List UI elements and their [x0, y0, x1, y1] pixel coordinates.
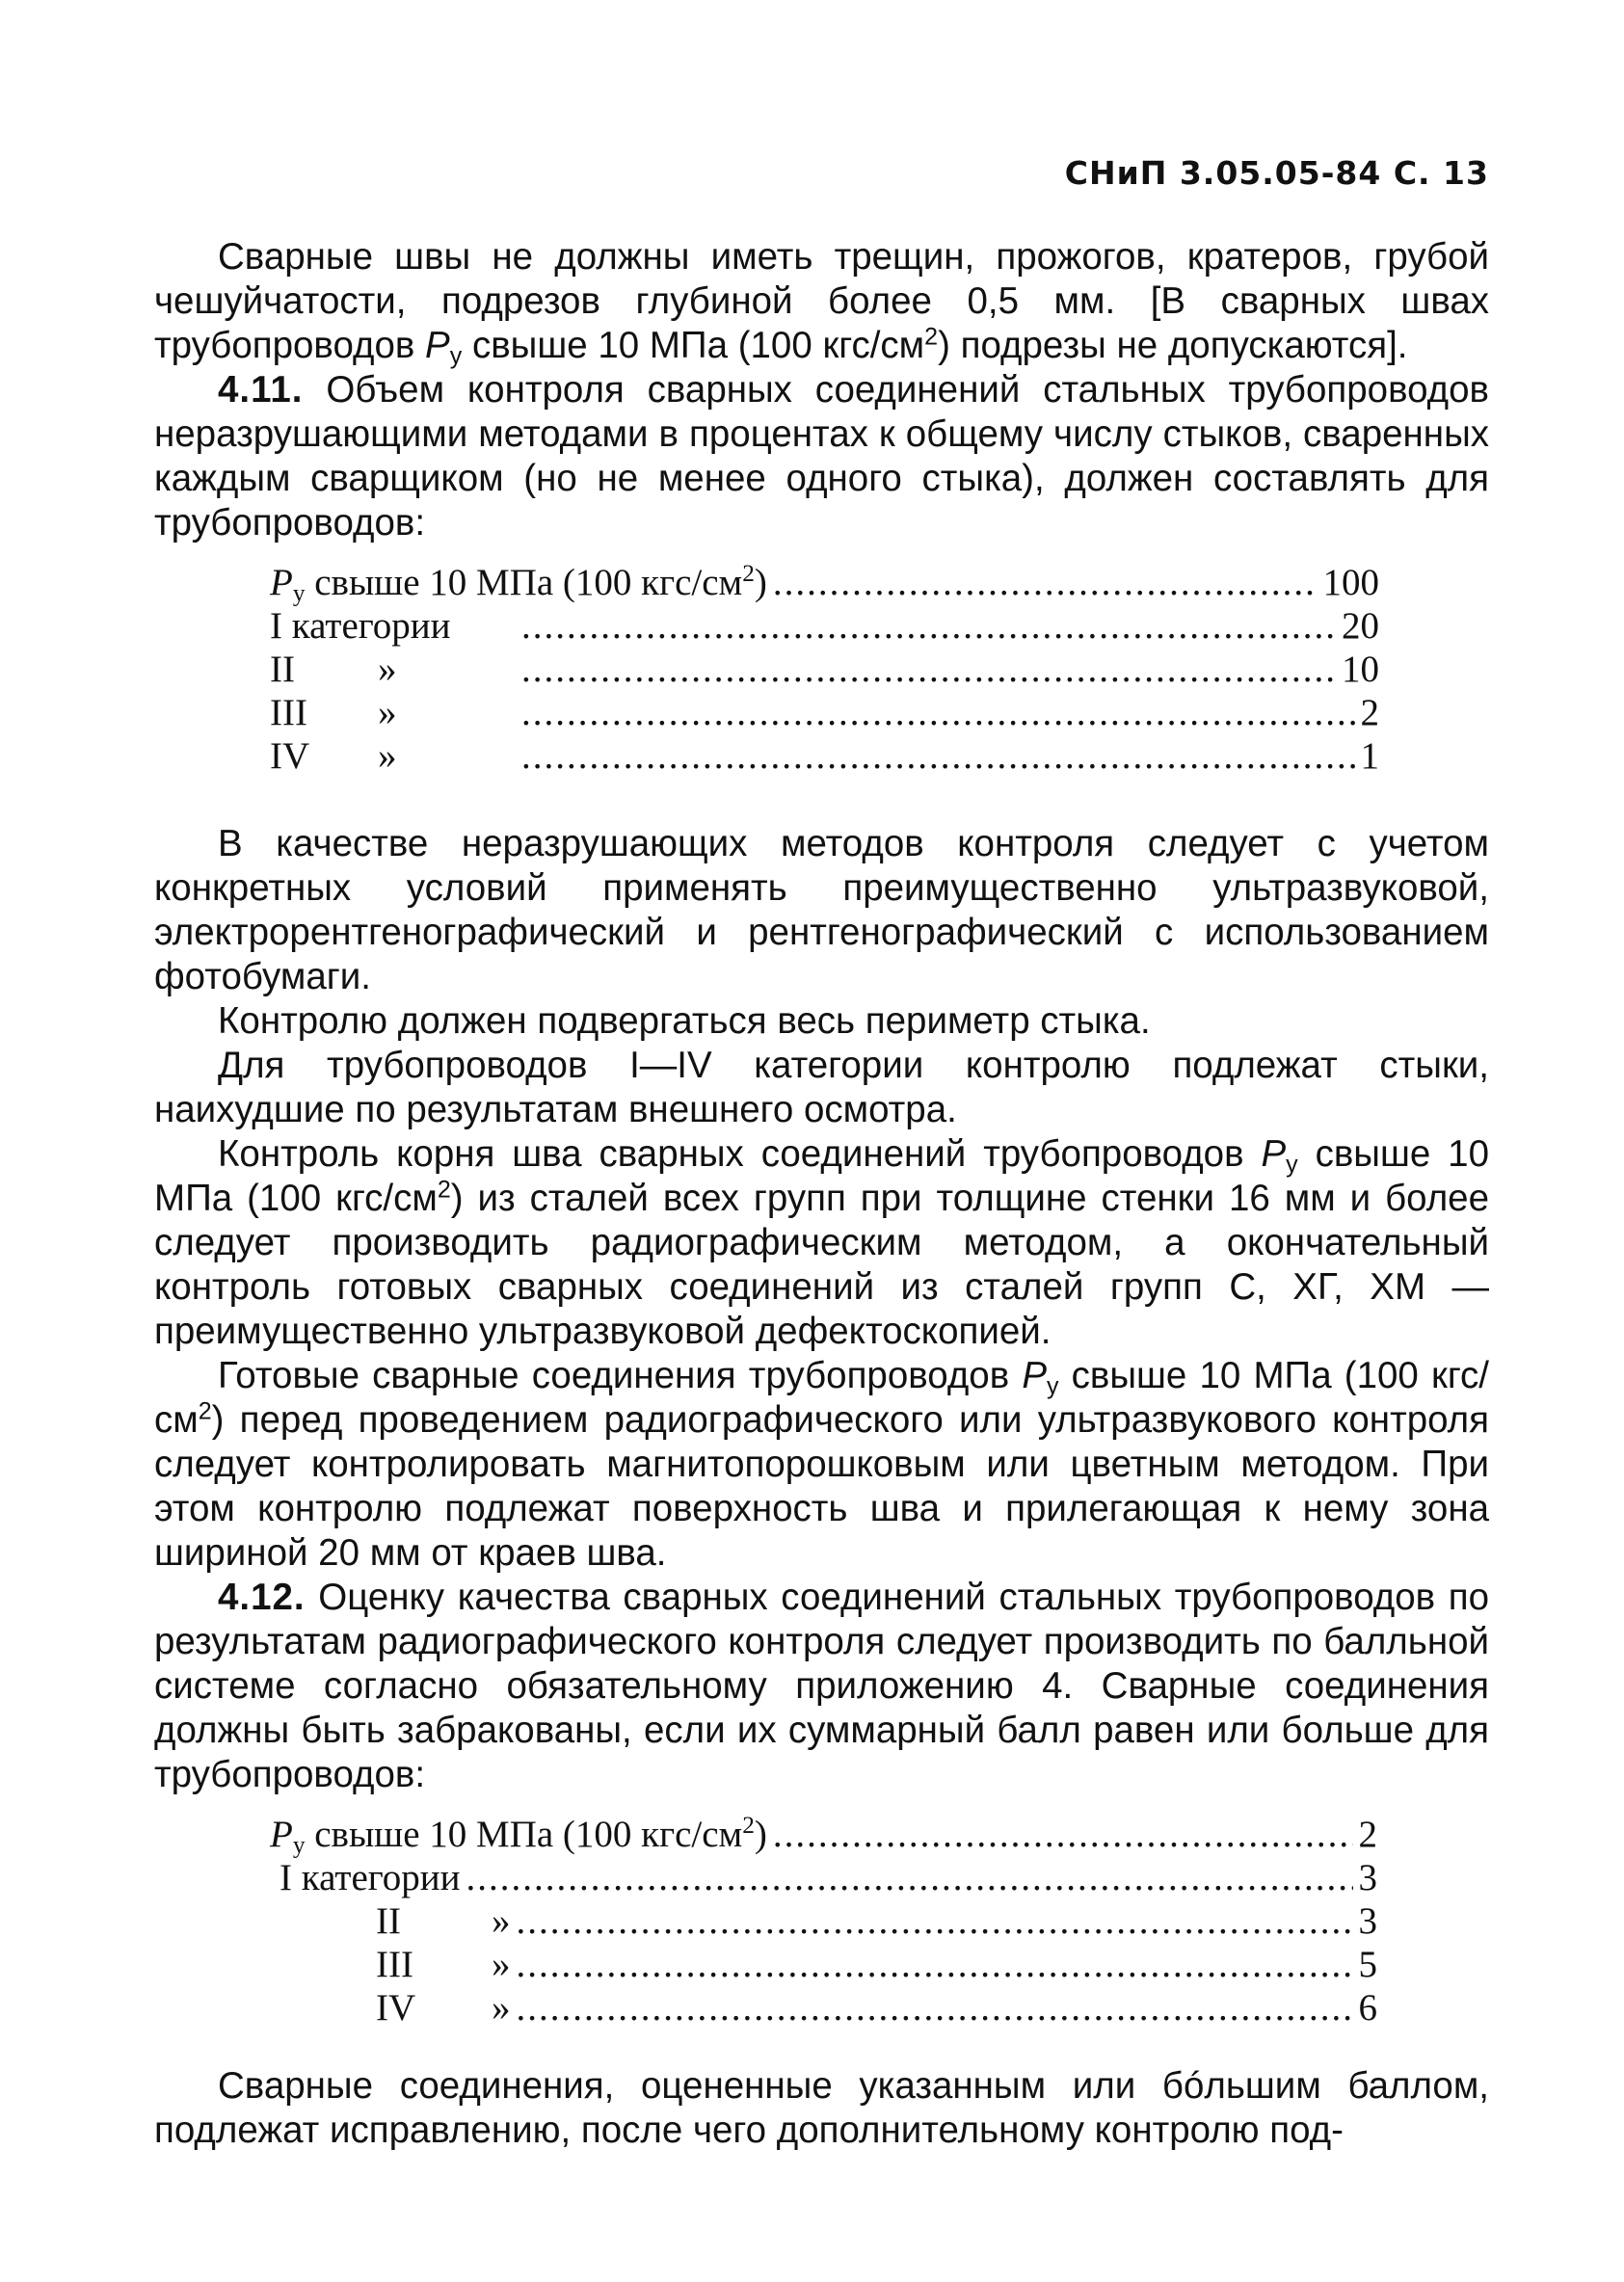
list-item	[270, 604, 1379, 648]
document-page	[154, 154, 1489, 2153]
list-item	[270, 560, 1379, 607]
dot-leader	[466, 1856, 1353, 1900]
intro-text: Сварные швы не должны иметь трещин, прожогов, кратеров, грубой чешуйчатости, подрезов глубиной более 0,5 мм. [В сварных швах трубопроводов	[154, 236, 1489, 366]
section-text: Объем контроля сварных соединений стальных трубопроводов неразрушающими методами в процентах к общему числу стыков, сваренных каждым сварщиком (но не менее одного стыка), должен составлять для трубопроводов:	[154, 369, 1489, 544]
list-item	[270, 734, 1379, 778]
list-item	[270, 648, 1379, 691]
intro-tail: свыше 10 МПа (100 кгс/см	[462, 325, 925, 366]
dot-leader	[521, 691, 1355, 735]
list-item	[270, 691, 1379, 734]
rejection-score-list	[270, 1813, 1377, 2030]
list-label: $Р_у$ свыше 10 МПа (100 кгс/$см^2$)	[270, 560, 767, 607]
section-4-11	[154, 368, 1489, 545]
pressure-symbol: Р	[425, 325, 450, 366]
list-value: 10	[1342, 649, 1379, 690]
section-number: 4.11.	[218, 369, 304, 411]
list-value: 2	[1358, 1814, 1377, 1855]
list-value: 3	[1358, 1900, 1377, 1942]
page-header: СНиП 3.05.05-84 С. 13	[1064, 154, 1489, 192]
dot-leader	[517, 1899, 1353, 1944]
dot-leader	[517, 1943, 1353, 1987]
list-item	[270, 1943, 1377, 1986]
root-control-paragraph: Контроль корня шва сварных соединений трубопроводов $Р_у$ свыше 10 МПа (100 кгс/$см^2$) из сталей всех групп при толщине стенки 16 мм и более следует производить радиографическим методом, а окончательный контроль готовых сварных соединений из сталей групп С, ХГ, ХМ — преимущественно ультразвуковой дефектоскопией.	[154, 1133, 1489, 1352]
list-value: 6	[1358, 1987, 1377, 2029]
list-item	[270, 1856, 1377, 1899]
list-label: I категории	[270, 605, 451, 647]
superscript: 2	[924, 323, 939, 351]
control-volume-list	[270, 561, 1379, 778]
perimeter-paragraph: Контролю должен подвергаться весь периметр стыка.	[218, 1000, 1151, 1042]
dot-leader	[773, 561, 1318, 605]
list-item	[270, 1812, 1377, 1859]
list-value: 100	[1322, 562, 1379, 603]
ready-joints-paragraph: Готовые сварные соединения трубопроводов $Р_у$ свыше 10 МПа (100 кгс/$см^2$) перед проведением радиографического или ультразвукового контроля следует контролировать магнитопорошковым или цветным методом. При этом контролю подлежат поверхность шва и прилегающая к нему зона шириной 20 мм от краев шва.	[154, 1355, 1489, 1574]
list-label: III »	[270, 692, 397, 733]
dot-leader	[521, 648, 1336, 692]
list-label: IV »	[376, 1987, 511, 2029]
dot-leader	[773, 1813, 1353, 1857]
list-label: II »	[376, 1900, 511, 1942]
pressure-subscript: у	[449, 342, 463, 370]
category-paragraph: Для трубопроводов I—IV категории контролю подлежат стыки, наихудшие по результатам внешнего осмотра.	[154, 1045, 1489, 1130]
final-paragraph: Сварные соединения, оцененные указанным или бóльшим баллом, подлежат исправлению, после чего дополнительному контролю под-	[154, 2065, 1489, 2151]
list-value: 2	[1360, 692, 1379, 733]
dot-leader	[521, 734, 1355, 779]
list-label: II »	[270, 649, 397, 690]
list-value: 20	[1342, 605, 1379, 647]
list-label: IV »	[270, 735, 397, 777]
section-number: 4.12.	[218, 1577, 306, 1618]
intro-end: ) подрезы не допускаются].	[938, 325, 1408, 366]
dot-leader	[517, 1986, 1353, 2030]
list-value: 1	[1360, 735, 1379, 777]
list-label: $Р_у$ свыше 10 МПа (100 кгс/$см^2$)	[270, 1812, 767, 1859]
list-value: 5	[1358, 1944, 1377, 1985]
list-item	[270, 1986, 1377, 2030]
list-item	[270, 1899, 1377, 1943]
section-text: Оценку качества сварных соединений стальных трубопроводов по результатам радиографического контроля следует производить по балльной системе согласно обязательному приложению 4. Сварные соединения должны быть забракованы, если их суммарный балл равен или больше для трубопроводов:	[154, 1577, 1489, 1795]
methods-paragraph: В качестве неразрушающих методов контроля следует с учетом конкретных условий применять преимущественно ультразвуковой, электрорентгенографический и рентгенографический с использованием фотобумаги.	[154, 823, 1489, 997]
intro-paragraph	[154, 235, 1489, 368]
section-4-12	[154, 1576, 1489, 1797]
list-label: I категории	[280, 1857, 461, 1898]
dot-leader	[521, 604, 1336, 649]
list-label: III »	[376, 1944, 511, 1985]
list-value: 3	[1358, 1857, 1377, 1898]
